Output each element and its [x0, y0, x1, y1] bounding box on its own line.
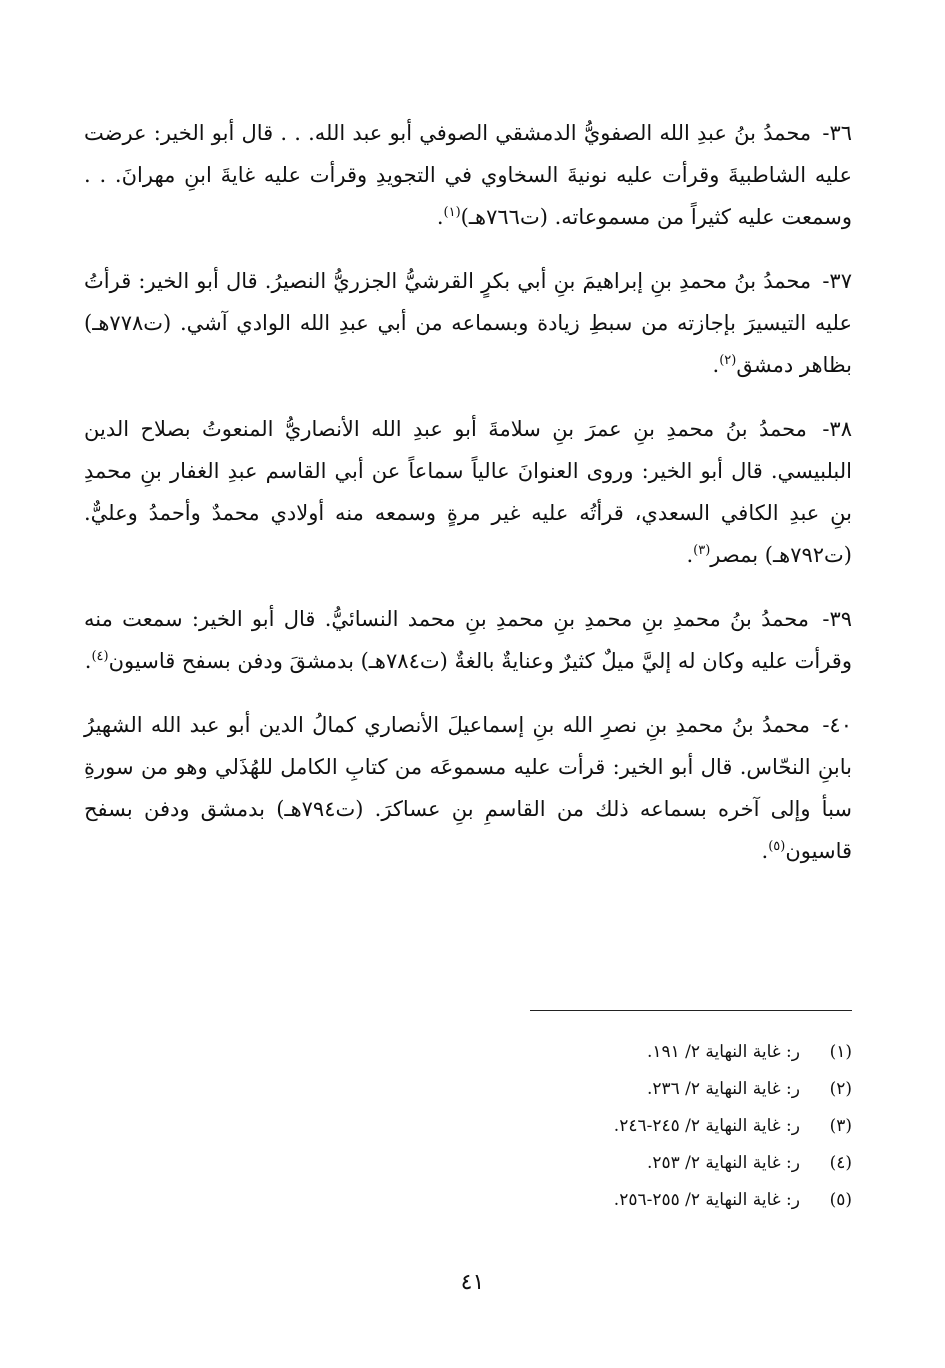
footnote-mark: (٢) [829, 1079, 852, 1099]
entry-number: ٣٨- [822, 417, 852, 441]
footnote-separator [530, 1010, 852, 1011]
entry-text: محمدُ بنُ محمدِ بنِ إبراهيمَ بنِ أبي بكرٍ القرشيُّ الجزريُّ النصيرُ. قال أبو الخير: قرأتُ عليه التيسيرَ بإجازته من سبطِ زيادة وبسماعه من أبي عبدِ الله الوادي آشي. (ت٧٧٨هـ) بظاهر دمشق [84, 269, 852, 377]
footnote-4 [84, 1145, 852, 1182]
footnote-mark: (١) [829, 1042, 852, 1062]
footnote-5 [84, 1182, 852, 1219]
footnote-1 [84, 1034, 852, 1071]
entry-text: محمدُ بنُ محمدِ بنِ محمدِ بنِ محمدِ بنِ محمد النسائيُّ. قال أبو الخير: سمعت منه وقرأت عليه وكان له إليَّ ميلٌ كثيرٌ وعنايةٌ بالغةٌ (ت٧٨٤هـ) بدمشقَ ودفن بسفح قاسيون [84, 607, 852, 673]
footnote-text: ر: غاية النهاية ٢/ ٢٤٥-٢٤٦. [613, 1116, 800, 1136]
footnote-text: ر: غاية النهاية ٢/ ٢٣٦. [646, 1079, 800, 1099]
footnote-text: ر: غاية النهاية ٢/ ٢٥٥-٢٥٦. [613, 1190, 800, 1210]
entry-tail: . [761, 839, 769, 863]
footnote-text: ر: غاية النهاية ٢/ ١٩١. [646, 1042, 800, 1062]
footnotes [84, 1034, 852, 1219]
entry-text: محمدُ بنُ محمدِ بنِ عمرَ بنِ سلامةَ أبو عبدِ الله الأنصاريُّ المنعوتُ بصلاح الدين البلبيسي. قال أبو الخير: وروى العنوانَ عالياً سماعاً عن أبي القاسم عبدِ الغفار بنِ محمدِ بنِ عبدِ الكافي السعدي، قرأتُه عليه غير مرةٍ وسمعه منه أولادي محمدٌ وأحمدُ وعليٌّ. (ت٧٩٢هـ) بمصر [84, 417, 852, 567]
footnote-3 [84, 1108, 852, 1145]
entry-number: ٣٧- [822, 269, 852, 293]
entry-tail: . [712, 353, 720, 377]
entry-40 [84, 704, 852, 872]
entry-number: ٤٠- [822, 713, 852, 737]
footnote-ref: (٢) [719, 353, 737, 368]
entry-39 [84, 598, 852, 682]
footnote-mark: (٥) [829, 1190, 852, 1210]
entry-text: محمدُ بنُ محمدِ بنِ نصرِ الله بنِ إسماعيلَ الأنصاري كمالُ الدين أبو عبد الله الشهيرُ بابنِ النحّاس. قال أبو الخير: قرأت عليه مسموعَه من كتابِ الكامل للهُذَلي وهو من سورةِ سبأ وإلى آخره بسماعه ذلك من القاسمِ بنِ عساكرَ. (ت٧٩٤هـ) بدمشق ودفن بسفح قاسيون [84, 713, 852, 863]
entry-37 [84, 260, 852, 386]
entry-number: ٣٩- [822, 607, 852, 631]
entry-tail: . [84, 649, 92, 673]
footnote-ref: (١) [443, 205, 461, 220]
footnote-ref: (٣) [693, 543, 711, 558]
page-number: ٤١ [460, 1270, 485, 1295]
footnote-ref: (٥) [768, 839, 786, 854]
entry-text: محمدُ بنُ عبدِ الله الصفويُّ الدمشقي الصوفي أبو عبد الله. . . قال أبو الخير: عرضت عليه الشاطبيةَ وقرأت عليه نونيةَ السخاوي في التجويدِ وقرأت عليه غايةَ ابنِ مهرانَ. . . وسمعت عليه كثيراً من مسموعاته. (ت٧٦٦هـ) [84, 121, 852, 229]
main-text [84, 112, 852, 894]
footnote-ref: (٤) [91, 649, 109, 664]
entry-38 [84, 408, 852, 576]
footnote-mark: (٤) [829, 1153, 852, 1173]
entry-36 [84, 112, 852, 238]
entry-number: ٣٦- [822, 121, 852, 145]
entry-tail: . [686, 543, 694, 567]
footnote-mark: (٣) [829, 1116, 852, 1136]
entry-tail: . [436, 205, 444, 229]
footnote-text: ر: غاية النهاية ٢/ ٢٥٣. [646, 1153, 800, 1173]
footnote-2 [84, 1071, 852, 1108]
